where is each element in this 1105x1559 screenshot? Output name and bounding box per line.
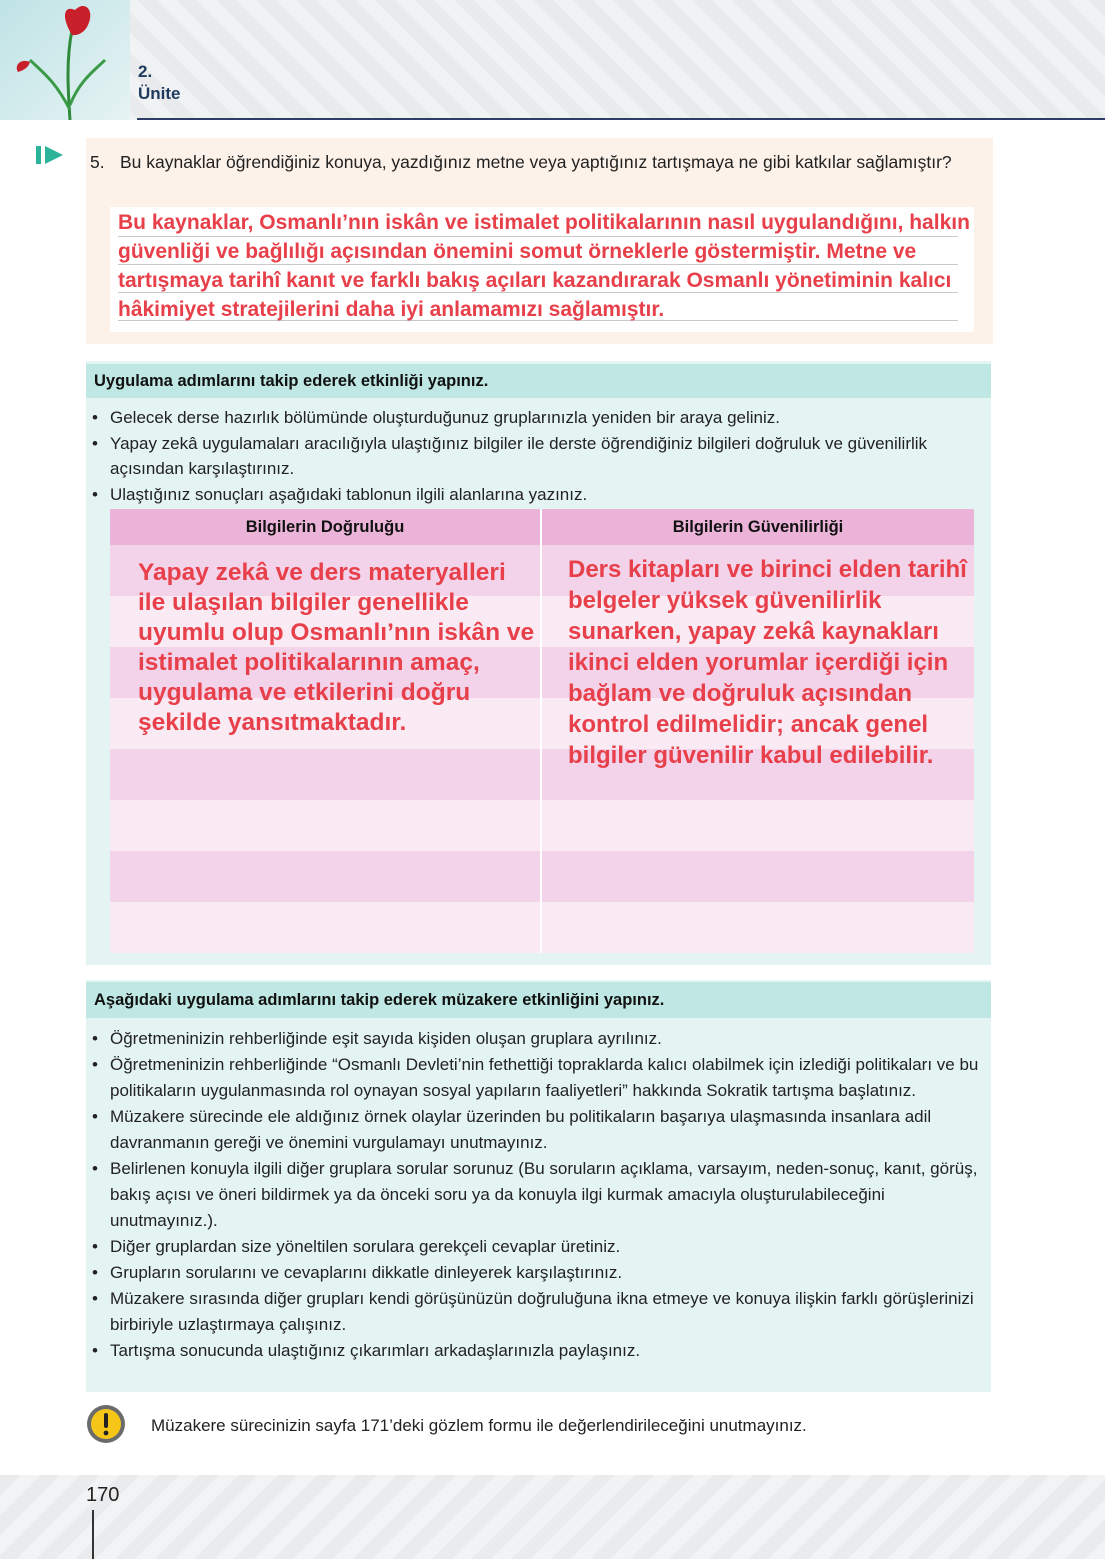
tulip-decoration <box>0 0 130 120</box>
table-row[interactable] <box>110 902 974 953</box>
table-row[interactable] <box>110 800 974 851</box>
table-divider <box>540 509 542 953</box>
footer-pattern <box>0 1475 1105 1559</box>
activity1-steps <box>86 405 986 507</box>
list-item: • Grupların sorularını ve cevaplarını dikkatle dinleyerek karşılaştırınız. <box>86 1260 986 1286</box>
play-icon <box>36 145 64 165</box>
list-item: • Öğretmeninizin rehberliğinde eşit sayıda kişiden oluşan gruplara ayrılınız. <box>86 1026 986 1052</box>
list-item: • Müzakere sırasında diğer grupları kendi görüşünüzün doğruluğuna ikna etmeye ve konuya ilişkin farklı görüşlerinizi birbiriyle uzlaştırmaya çalışınız. <box>86 1286 986 1338</box>
table-row[interactable] <box>110 851 974 902</box>
warning-icon <box>86 1404 126 1444</box>
list-item: • Öğretmeninizin rehberliğinde “Osmanlı Devleti’nin fethettiği topraklarda kalıcı olabilmek için izlediği politikaları ve bu politikaların uygulanmasında rol oynayan sosyal yapıların faaliyetleri” hakkında Sokratik tartışma başlatınız. <box>86 1052 986 1104</box>
page-number: 170 <box>86 1484 120 1506</box>
reliability-answer: Ders kitapları ve birinci elden tarihî belgeler yüksek güvenilirlik sunarken, yapay zekâ kaynakları ikinci elden yorumlar içerdiği için bağlam ve doğruluk açısından kontrol edilmelidir; ancak genel bilgiler güvenilir kabul edilebilir. <box>568 556 967 769</box>
question5 <box>90 150 975 175</box>
accuracy-answer: Yapay zekâ ve ders materyalleri ile ulaşılan bilgiler genellikle uyumlu olup Osmanlı’nın iskân ve istimalet politikalarının amaç, uygulama ve etkilerini doğru şekilde yansıtmaktadır. <box>138 559 535 736</box>
unit-number: 2. <box>138 62 153 81</box>
list-item: • Belirlenen konuyla ilgili diğer gruplara sorular sorunuz (Bu soruların açıklama, varsayım, neden-sonuç, kanıt, görüş, bakış açısı ve öneri bildirmek ya da önceki soru ya da konuyla ilgi kurmak amacıyla oluşturulabileceğini unutmayınız.). <box>86 1156 986 1234</box>
list-item: • Müzakere sürecinde ele aldığınız örnek olaylar üzerinden bu politikaların başarıya ulaşmasında insanlara adil davranmanın gereği ve önemini vurgulamayı unutmayınız. <box>86 1104 986 1156</box>
question-text: Bu kaynaklar öğrendiğiniz konuya, yazdığınız metne veya yaptığınız tartışmaya ne gibi katkılar sağlamıştır? <box>120 152 952 172</box>
list-item: • Ulaştığınız sonuçları aşağıdaki tablonun ilgili alanlarına yazınız. <box>86 482 986 508</box>
question5-answer: Bu kaynaklar, Osmanlı’nın iskân ve istimalet politikalarının nasıl uygulandığını, halkın güvenliği ve bağlılığı açısından önemini somut örneklerle göstermiştir. Metne ve tartışmaya tarihî kanıt ve farklı bakış açıları kazandırarak Osmanlı yönetiminin kalıcı hâkimiyet stratejilerini daha iyi anlamamızı sağlamıştır. <box>118 211 970 321</box>
activity2-title: Aşağıdaki uygulama adımlarını takip ederek müzakere etkinliğini yapınız. <box>86 982 991 1018</box>
list-item: • Diğer gruplardan size yöneltilen sorulara gerekçeli cevaplar üretiniz. <box>86 1234 986 1260</box>
page-rule <box>92 1510 94 1559</box>
activity1-title: Uygulama adımlarını takip ederek etkinliği yapınız. <box>86 364 991 398</box>
unit-label: Ünite <box>138 84 181 103</box>
header-rule <box>137 118 1105 120</box>
activity2-steps <box>86 1026 986 1364</box>
table-header-accuracy: Bilgilerin Doğruluğu <box>110 509 540 545</box>
list-item: • Gelecek derse hazırlık bölümünde oluşturduğunuz gruplarınızla yeniden bir araya geliniz. <box>86 405 986 431</box>
list-item: • Tartışma sonucunda ulaştığınız çıkarımları arkadaşlarınızla paylaşınız. <box>86 1338 986 1364</box>
question-number: 5. <box>90 152 105 172</box>
list-item: • Yapay zekâ uygulamaları aracılığıyla ulaştığınız bilgiler ile derste öğrendiğiniz bilgileri doğruluk ve güvenilirlik açısından karşılaştırınız. <box>86 431 986 482</box>
note-text: Müzakere sürecinizin sayfa 171’deki gözlem formu ile değerlendirileceğini unutmayınız. <box>151 1416 807 1435</box>
table-header-reliability: Bilgilerin Güvenilirliği <box>542 509 974 545</box>
